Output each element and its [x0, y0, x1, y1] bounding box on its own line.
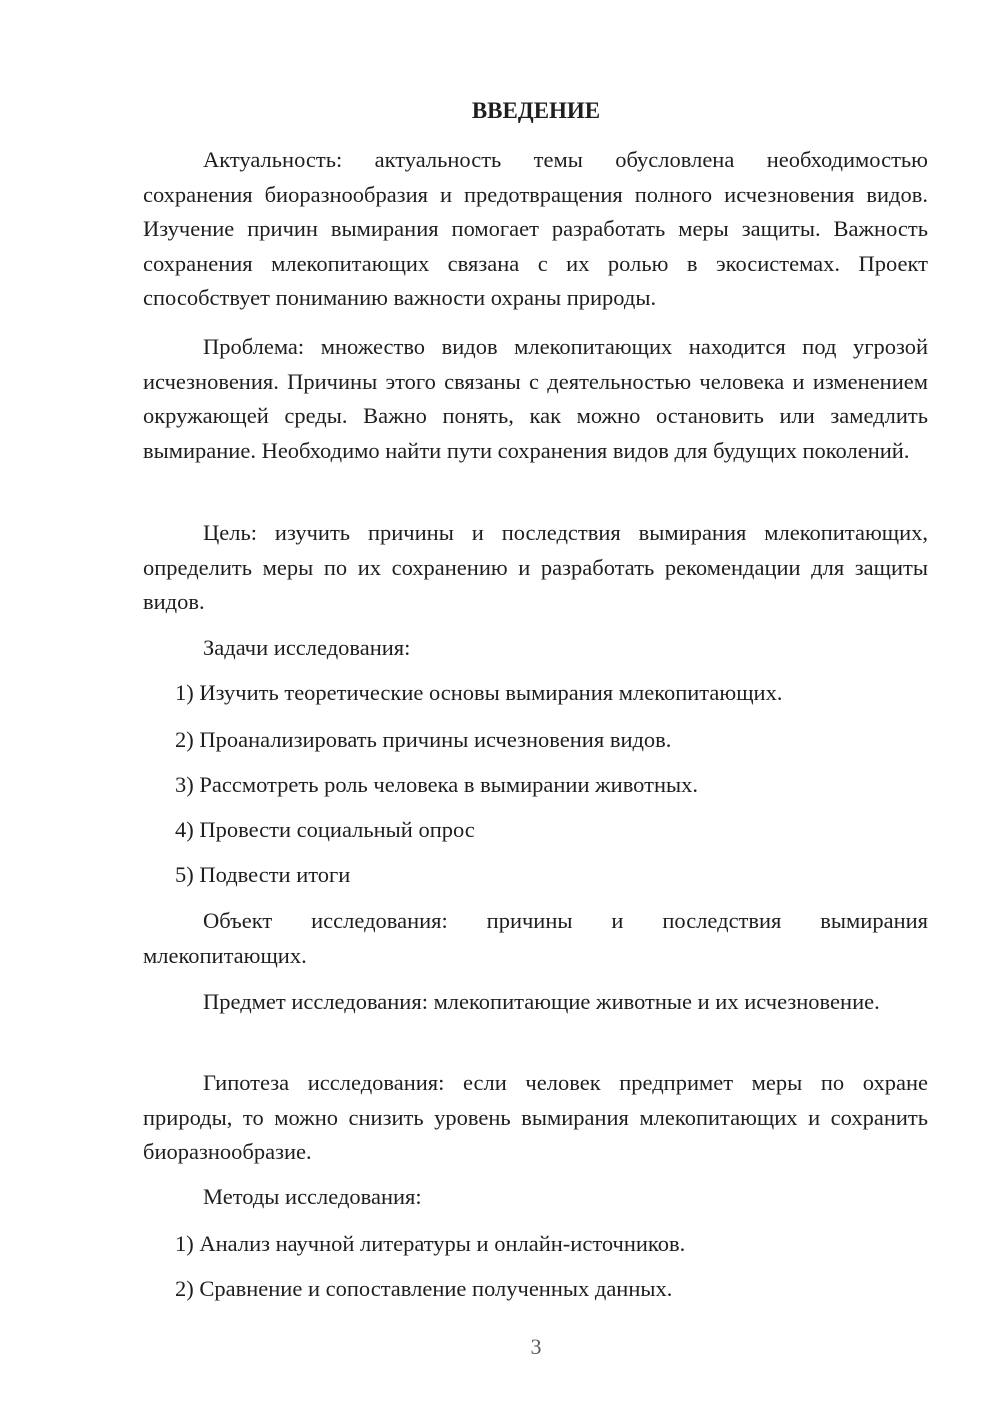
- method-item-2: 2) Сравнение и сопоставление полученных данных.: [175, 1276, 673, 1301]
- goal-paragraph: Цель: изучить причины и последствия вымирания млекопитающих, определить меры по их сохранению и разработать рекомендации для защиты видов.: [143, 520, 928, 615]
- page-title: ВВЕДЕНИЕ: [471, 98, 601, 123]
- relevance-paragraph: Актуальность: актуальность темы обусловлена необходимостью сохранения биоразнообразия и предотвращения полного исчезновения видов. Изучение причин вымирания помогает разработать меры защиты. Важность сохранения млекопитающих связана с их ролью в экосистемах. Проект способствует пониманию важности охраны природы.: [143, 147, 928, 311]
- task-item-5: 5) Подвести итоги: [175, 862, 351, 887]
- tasks-heading: Задачи исследования:: [203, 635, 411, 660]
- task-item-4: 4) Провести социальный опрос: [175, 817, 475, 842]
- problem-paragraph: Проблема: множество видов млекопитающих находится под угрозой исчезновения. Причины этого связаны с деятельностью человека и изменением окружающей среды. Важно понять, как можно остановить или замедлить вымирание. Необходимо найти пути сохранения видов для будущих поколений.: [143, 334, 928, 463]
- object-paragraph: Объект исследования: причины и последствия вымирания млекопитающих.: [143, 908, 928, 968]
- subject-paragraph: Предмет исследования: млекопитающие животные и их исчезновение.: [203, 989, 880, 1014]
- task-item-3: 3) Рассмотреть роль человека в вымирании животных.: [175, 772, 699, 797]
- task-item-2: 2) Проанализировать причины исчезновения видов.: [175, 727, 672, 752]
- hypothesis-paragraph: Гипотеза исследования: если человек предпримет меры по охране природы, то можно снизить уровень вымирания млекопитающих и сохранить биоразнообразие.: [143, 1070, 928, 1165]
- page-number: 3: [530, 1334, 542, 1359]
- task-item-1: 1) Изучить теоретические основы вымирания млекопитающих.: [175, 680, 783, 705]
- methods-heading: Методы исследования:: [203, 1184, 422, 1209]
- method-item-1: 1) Анализ научной литературы и онлайн-источников.: [175, 1231, 686, 1256]
